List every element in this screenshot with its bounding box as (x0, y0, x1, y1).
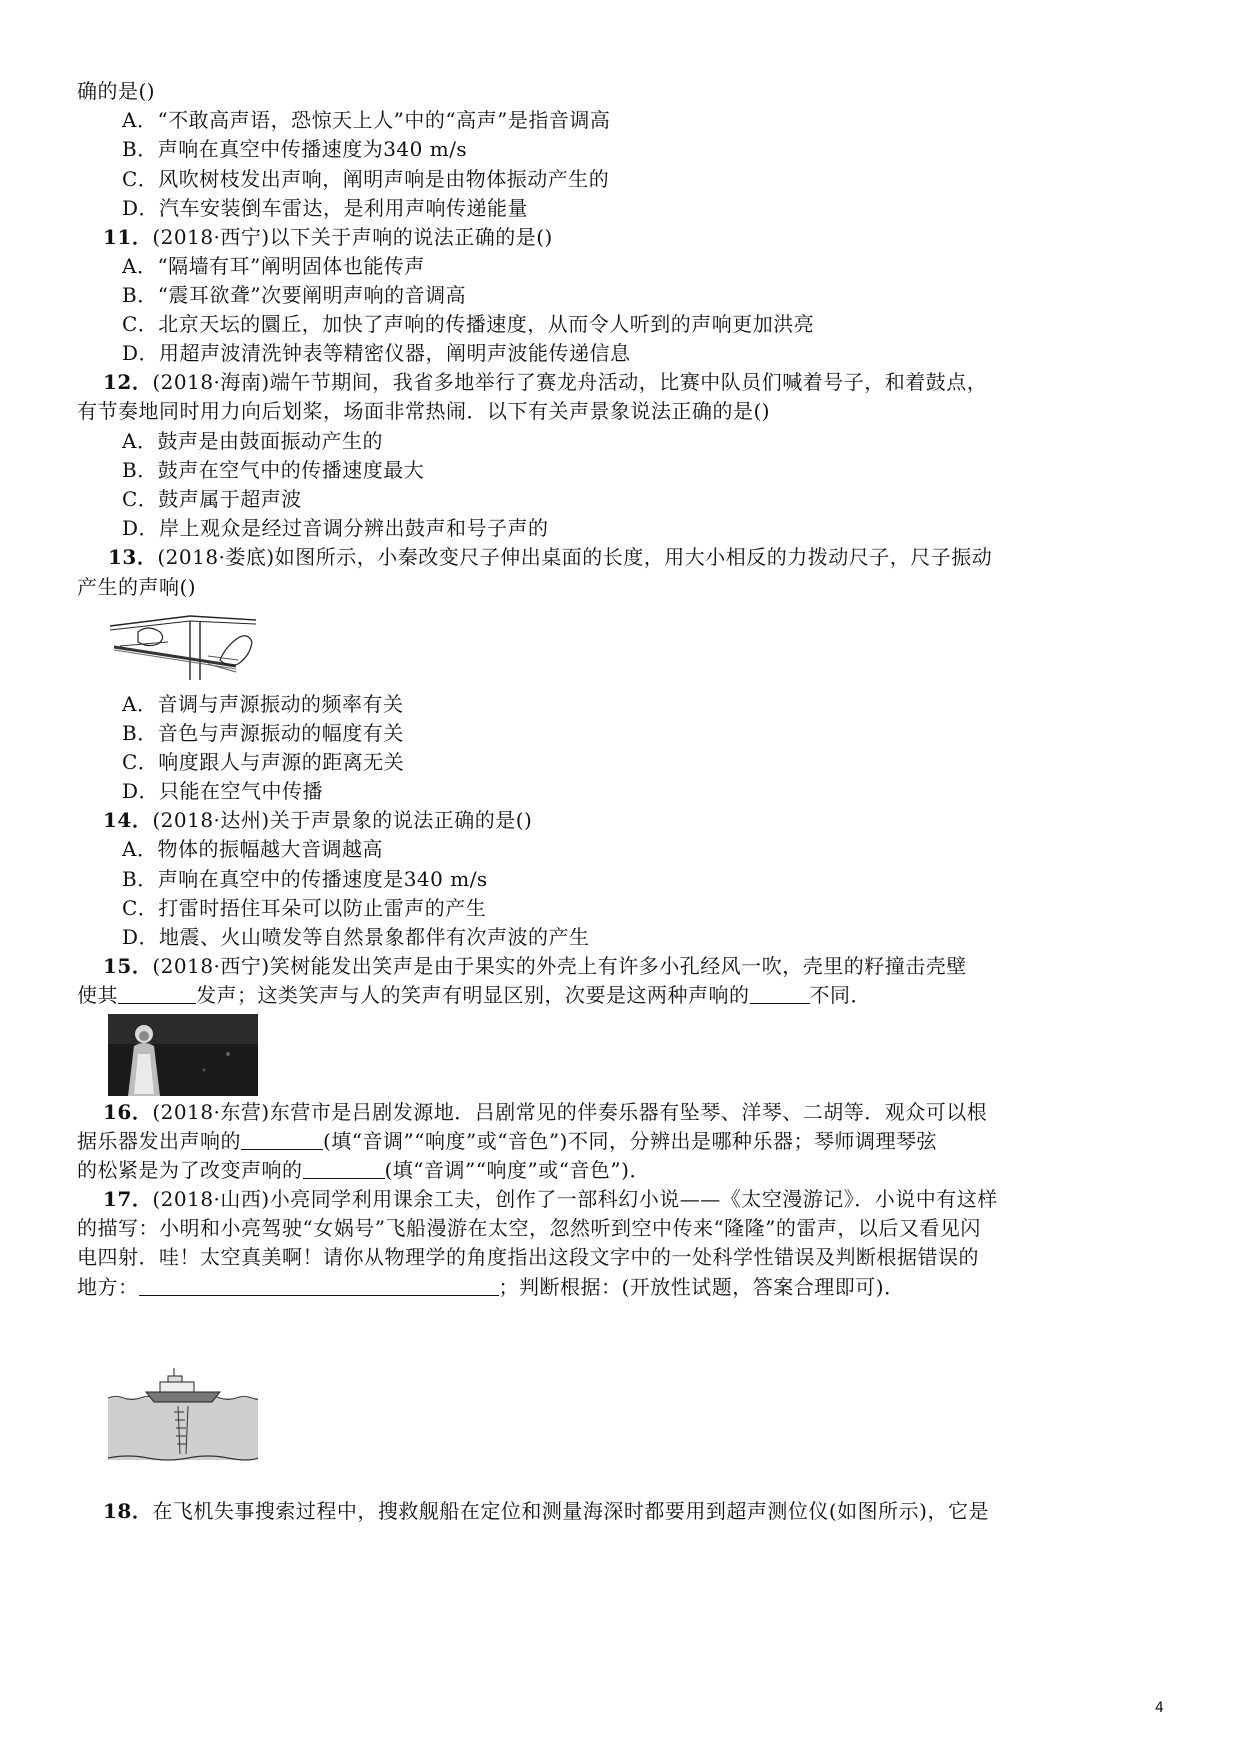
page-number: 4 (1155, 1700, 1164, 1716)
q17-stem-line2: 的描写：小明和小亮驾驶“女娲号”飞船漫游在太空，忽然听到空中传来“隆隆”的雷声，以后又看见闪 (77, 1216, 981, 1240)
q13-stem-line1 (108, 544, 992, 570)
q12-stem-line1 (103, 369, 987, 395)
laughing-tree-photo (108, 1014, 258, 1096)
q10-option-d: D．汽车安装倒车雷达，是利用声响传递能量 (122, 196, 529, 220)
q16-text-d: (填“音调”“响度”或“音色”)． (384, 1158, 650, 1182)
q16-text: (2018·东营)东营市是吕剧发源地．吕剧常见的伴奏乐器有坠琴、洋琴、二胡等．观众可以根 (152, 1100, 988, 1124)
q18-number: 18． (103, 1499, 153, 1523)
ruler-on-table-figure (108, 612, 258, 682)
q15-text-b: 发声；这类笑声与人的笑声有明显区别，次要是这两种声响的 (196, 983, 750, 1007)
q16-answer-blank-2[interactable] (303, 1158, 385, 1179)
q14-option-b: B．声响在真空中的传播速度是340 m/s (122, 867, 488, 891)
q11-option-a: A．“隔墙有耳”阐明固体也能传声 (122, 254, 425, 278)
q15-text: (2018·西宁)笑树能发出笑声是由于果实的外壳上有许多小孔经风一吹，壳里的籽撞击壳壁 (152, 954, 967, 978)
q16-text-a: 据乐器发出声响的 (77, 1129, 241, 1153)
q14-option-d: D．地震、火山喷发等自然景象都伴有次声波的产生 (122, 925, 590, 949)
q16-stem-line1 (103, 1099, 987, 1125)
q12-option-b: B．鼓声在空气中的传播速度最大 (122, 458, 425, 482)
q16-stem-line2 (77, 1128, 937, 1154)
q13-option-a: A．音调与声源振动的频率有关 (122, 692, 404, 716)
q18-text: 在飞机失事搜索过程中，搜救舰船在定位和测量海深时都要用到超声测位仪(如图所示)，它是 (152, 1499, 989, 1523)
q15-text-c: 不同． (809, 983, 871, 1007)
q18-stem (103, 1498, 989, 1524)
q12-stem-line2: 有节奏地同时用力向后划桨，场面非常热闹．以下有关声景象说法正确的是() (77, 399, 771, 423)
q15-number: 15． (103, 954, 153, 978)
q15-text-a: 使其 (77, 983, 118, 1007)
q17-text-b: ；判断根据：(开放性试题，答案合理即可)． (498, 1275, 905, 1299)
q11-text: (2018·西宁)以下关于声响的说法正确的是() (152, 225, 553, 249)
q12-number: 12． (103, 370, 153, 394)
q13-option-c: C．响度跟人与声源的距离无关 (122, 750, 405, 774)
q12-text: (2018·海南)端午节期间，我省多地举行了赛龙舟活动，比赛中队员们喊着号子，和着鼓点， (152, 370, 988, 394)
q16-text-c: 的松紧是为了改变声响的 (77, 1158, 303, 1182)
sonar-ship-figure (108, 1368, 258, 1463)
q17-stem-line3: 电四射．哇！太空真美啊！请你从物理学的角度指出这段文字中的一处科学性错误及判断根据错误的 (77, 1245, 979, 1269)
q10-option-a: A．“不敢高声语，恐惊天上人”中的“高声”是指音调高 (122, 108, 611, 132)
q12-option-c: C．鼓声属于超声波 (122, 487, 302, 511)
q14-option-a: A．物体的振幅越大音调越高 (122, 837, 383, 861)
q11-option-c: C．北京天坛的圜丘，加快了声响的传播速度，从而令人听到的声响更加洪亮 (122, 312, 815, 336)
q10-option-c: C．风吹树枝发出声响，阐明声响是由物体振动产生的 (122, 167, 610, 191)
q12-option-d: D．岸上观众是经过音调分辨出鼓声和号子声的 (122, 516, 549, 540)
q17-text-a: 地方： (77, 1275, 139, 1299)
q16-answer-blank-1[interactable] (241, 1129, 323, 1150)
q13-number: 13． (108, 545, 158, 569)
q12-option-a: A．鼓声是由鼓面振动产生的 (122, 429, 383, 453)
q17-stem-line4 (77, 1274, 905, 1300)
q11-option-b: B．“震耳欲聋”次要阐明声响的音调高 (122, 283, 467, 307)
q17-answer-blank[interactable] (139, 1275, 499, 1296)
q15-answer-blank-2[interactable] (750, 983, 810, 1004)
q15-stem-line1 (103, 953, 967, 979)
q11-stem (103, 224, 553, 250)
q14-stem (103, 807, 532, 833)
q16-text-b: (填“音调”“响度”或“音色”)不同，分辨出是哪种乐器；琴师调理琴弦 (323, 1129, 937, 1153)
q15-stem-line2 (77, 982, 871, 1008)
q13-option-b: B．音色与声源振动的幅度有关 (122, 721, 404, 745)
q11-option-d: D．用超声波清洗钟表等精密仪器，阐明声波能传递信息 (122, 341, 631, 365)
q13-stem-line2: 产生的声响() (77, 575, 197, 599)
q17-stem-line1 (103, 1186, 998, 1212)
q15-answer-blank-1[interactable] (118, 983, 196, 1004)
q14-number: 14． (103, 808, 153, 832)
q17-text: (2018·山西)小亮同学利用课余工夫，创作了一部科幻小说——《太空漫游记》．小说中有这样 (152, 1187, 998, 1211)
q16-stem-line3 (77, 1157, 650, 1183)
q10-option-b: B．声响在真空中传播速度为340 m/s (122, 137, 468, 161)
q17-number: 17． (103, 1187, 153, 1211)
q14-option-c: C．打雷时捂住耳朵可以防止雷声的产生 (122, 896, 487, 920)
intro-line: 确的是() (77, 79, 156, 103)
q11-number: 11． (103, 225, 153, 249)
q16-number: 16． (103, 1100, 153, 1124)
q14-text: (2018·达州)关于声景象的说法正确的是() (152, 808, 533, 832)
q13-text: (2018·娄底)如图所示，小秦改变尺子伸出桌面的长度，用大小相反的力拨动尺子，尺子振动 (157, 545, 993, 569)
q13-option-d: D．只能在空气中传播 (122, 779, 324, 803)
